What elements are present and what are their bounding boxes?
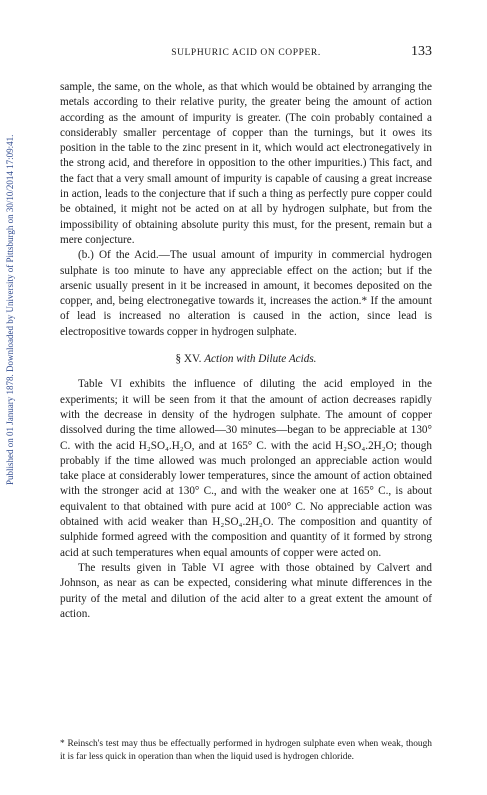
section-title: Action with Dilute Acids.: [204, 353, 317, 366]
paragraph: The results given in Table VI agree with those obtained by Calvert and Johnson, as near as can be expected, considering what minute differences in the purity of the metal and dilution of the acid alter to a great extent the amount of action.: [60, 561, 432, 620]
paragraph: sample, the same, on the whole, as that which would be obtained by arranging the metals according to their relative purity, the greater being the amount of action according as the amount of impurity is greater. (The coin probably contained a considerably smaller percentage of copper than the turnings, but it owes its position in the table to the zinc present in it, which would act electronegatively in the strong acid, and therefore in opposition to the other impurities.) This fact, and the fact that a very small amount of impurity is capable of causing a great increase in action, leads to the conjecture that if such a thing as perfectly pure copper could be obtained, it might not be acted on at all by hydrogen sulphate, but from the impossibility of obtaining absolute purity this must, for the present, remain but a mere conjecture.: [60, 81, 432, 246]
section-heading: [60, 352, 432, 367]
body-text: [60, 80, 432, 622]
section-number: § XV.: [175, 353, 202, 366]
page-number: 133: [411, 44, 432, 59]
footnote: * Reinsch's test may thus be effectually performed in hydrogen sulphate even when weak, though it is far less quick in operation than when the liquid used is hydrogen chloride.: [60, 739, 432, 762]
paragraph: (b.) Of the Acid.—The usual amount of impurity in commercial hydrogen sulphate is too minute to have any appreciable effect on the action; but if the arsenic usually present in it be increased in amount, it becomes deposited on the copper, and, being electronegative towards it, increases the action.* If the amount of lead is increased no alteration is caused in the action, since lead is electropositive towards copper in hydrogen sulphate.: [60, 249, 432, 338]
download-watermark: Published on 01 January 1878. Downloaded by University of Pittsburgh on 30/10/2014 17:09:41.: [5, 134, 15, 486]
paragraph: Table VI exhibits the influence of diluting the acid employed in the experiments; it will be seen from it that the amount of action decreases rapidly with the decrease in density of the hydrogen sulphate. The amount of copper dissolved during the time allowed—30 minutes—began to be appreciable at 130° C. with the acid H₂SO₄.H₂O, and at 165° C. with the acid H₂SO₄.2H₂O; though probably if the time allowed was much prolonged an appreciable action would take place at considerably lower temperatures, since the amount of action obtained with the stronger acid at 130° C., and with the weaker one at 165° C., is about equivalent to that obtained with pure acid at 100° C. No appreciable action was obtained with acid weaker than H₂SO₄.2H₂O. The composition and quantity of sulphide formed agreed with the composition and quantity of it formed by strong acid at such temperatures when equal amounts of copper were acted on.: [60, 378, 432, 559]
page-header: [60, 44, 432, 64]
running-title: SULPHURIC ACID ON COPPER.: [171, 48, 321, 58]
